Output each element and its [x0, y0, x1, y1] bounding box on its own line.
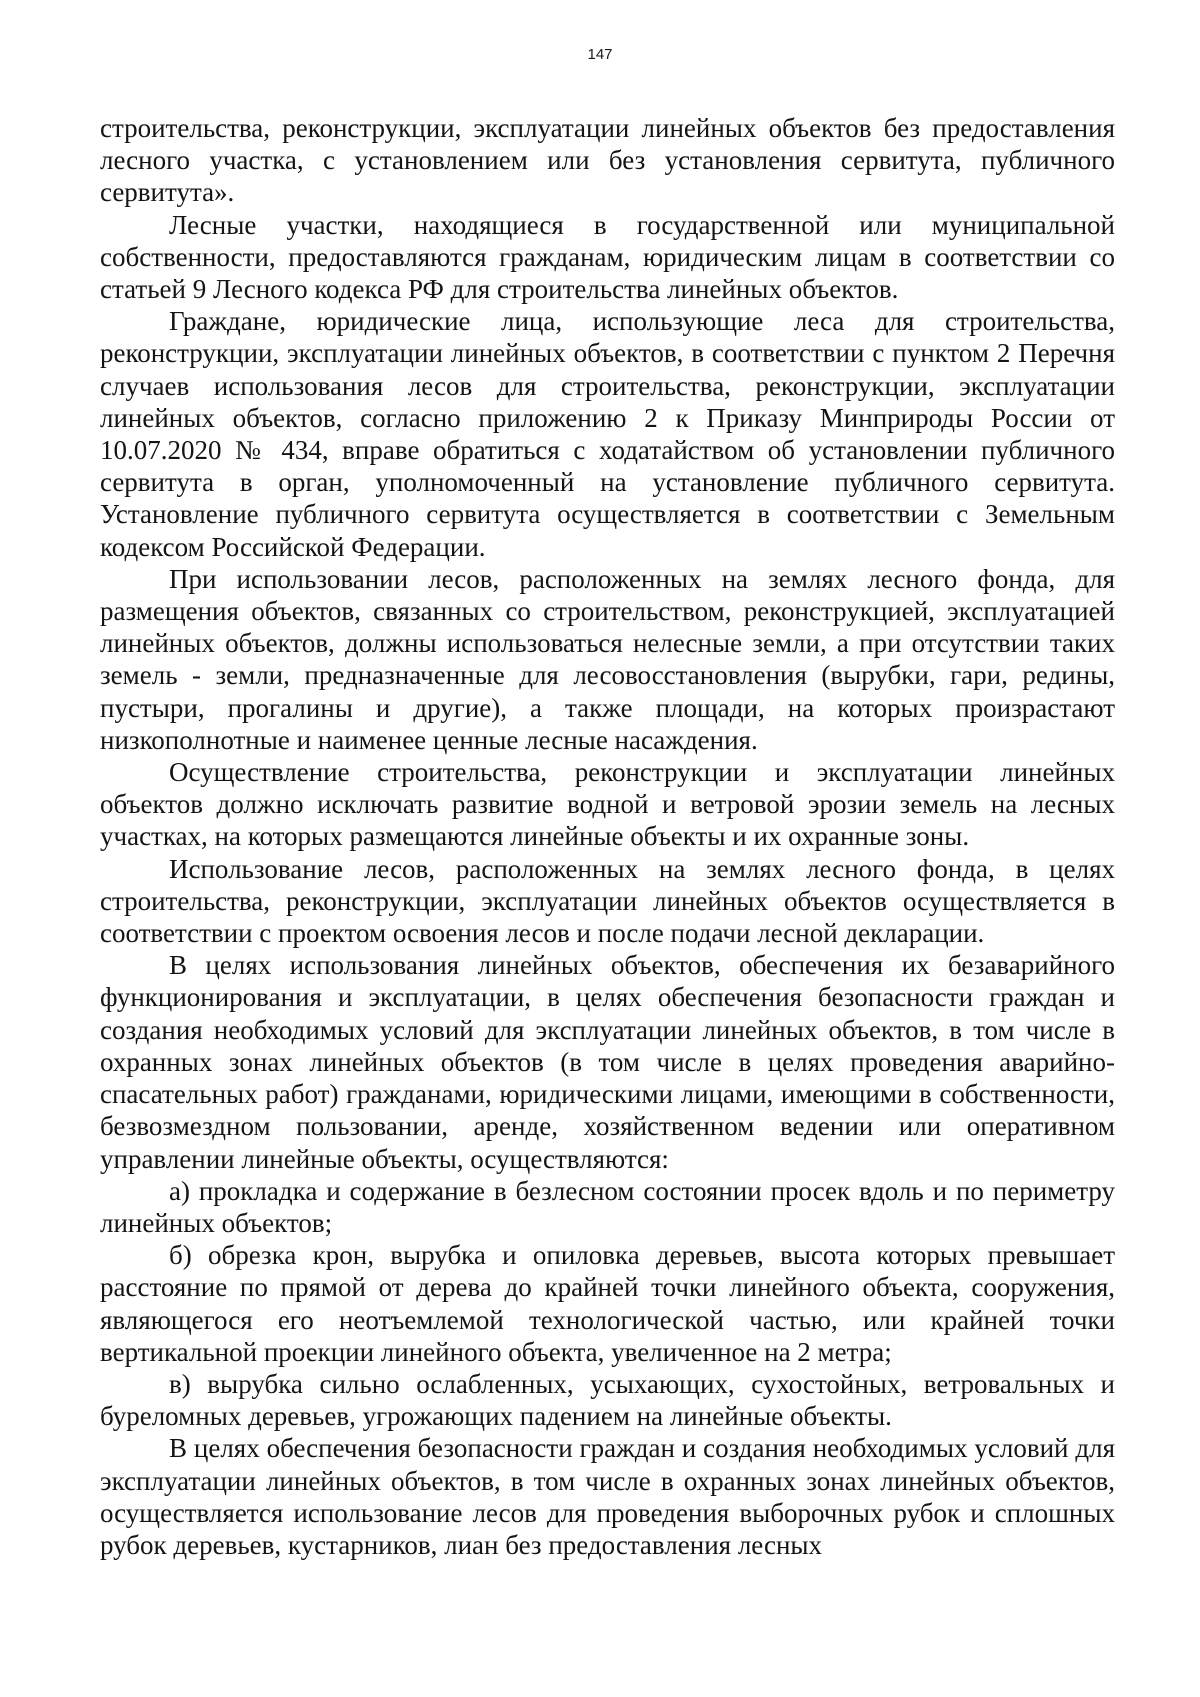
list-item-b: б) обрезка крон, вырубка и опиловка деревьев, высота которых превышает расстояние по прямой от дерева до крайней точки линейного объекта, сооружения, являющегося его неотъемлемой технологической частью, или крайней точки вертикальной проекции линейного объекта, увеличенное на 2 метра;: [100, 1240, 1115, 1367]
paragraph-erosion: Осуществление строительства, реконструкции и эксплуатации линейных объектов должно исключать развитие водной и ветровой эрозии земель на лесных участках, на которых размещаются линейные объекты и их охранные зоны.: [100, 757, 1115, 852]
paragraph-forest-plots-provision: Лесные участки, находящиеся в государственной или муниципальной собственности, предоставляются гражданам, юридическим лицам в соответствии со статьей 9 Лесного кодекса РФ для строительства линейных объектов.: [100, 209, 1115, 305]
paragraph-non-forest-lands: При использовании лесов, расположенных на землях лесного фонда, для размещения объектов, связанных со строительством, реконструкцией, эксплуатацией линейных объектов, должны использоваться нелесные земли, а при отсутствии таких земель - земли, предназначенные для лесовосстановления (вырубки, гари, редины, пустыри, прогалины и другие), а также площади, на которых произрастают низкополнотные и наименее ценные лесные насаждения.: [100, 563, 1115, 755]
paragraph-continued: строительства, реконструкции, эксплуатации линейных объектов без предоставления лесного участка, с установлением или без установления сервитута, публичного сервитута».: [100, 113, 1115, 208]
page-number: 147: [587, 46, 613, 63]
paragraph-forest-declaration: Использование лесов, расположенных на землях лесного фонда, в целях строительства, реконструкции, эксплуатации линейных объектов осуществляется в соответствии с проектом освоения лесов и после подачи лесной декларации.: [100, 853, 1115, 949]
paragraph-selective-cuttings: В целях обеспечения безопасности граждан и создания необходимых условий для эксплуатации линейных объектов, в том числе в охранных зонах линейных объектов, осуществляется использование лесов для проведения выборочных рубок и сплошных рубок деревьев, кустарников, лиан без предоставления лесных: [100, 1433, 1115, 1560]
list-item-c: в) вырубка сильно ослабленных, усыхающих, сухостойных, ветровальных и буреломных деревьев, угрожающих падением на линейные объекты.: [100, 1368, 1115, 1432]
paragraph-safety-measures: В целях использования линейных объектов, обеспечения их безаварийного функционирования и эксплуатации, в целях обеспечения безопасности граждан и создания необходимых условий для эксплуатации линейных объектов, в том числе в охранных зонах линейных объектов (в том числе в целях проведения аварийно-спасательных работ) гражданами, юридическими лицами, имеющими в собственности, безвозмездном пользовании, аренде, хозяйственном ведении или оперативном управлении линейные объекты, осуществляются:: [100, 950, 1115, 1174]
paragraph-public-servitude: Граждане, юридические лица, использующие леса для строительства, реконструкции, эксплуатации линейных объектов, в соответствии с пунктом 2 Перечня случаев использования лесов для строительства, реконструкции, эксплуатации линейных объектов, согласно приложению 2 к Приказу Минприроды России от 10.07.2020 № 434, вправе обратиться с ходатайством об установлении публичного сервитута в орган, уполномоченный на установление публичного сервитута. Установление публичного сервитута осуществляется в соответствии с Земельным кодексом Российской Федерации.: [100, 306, 1115, 562]
document-body: [100, 112, 1115, 1561]
list-item-a: а) прокладка и содержание в безлесном состоянии просек вдоль и по периметру линейных объектов;: [100, 1175, 1115, 1238]
